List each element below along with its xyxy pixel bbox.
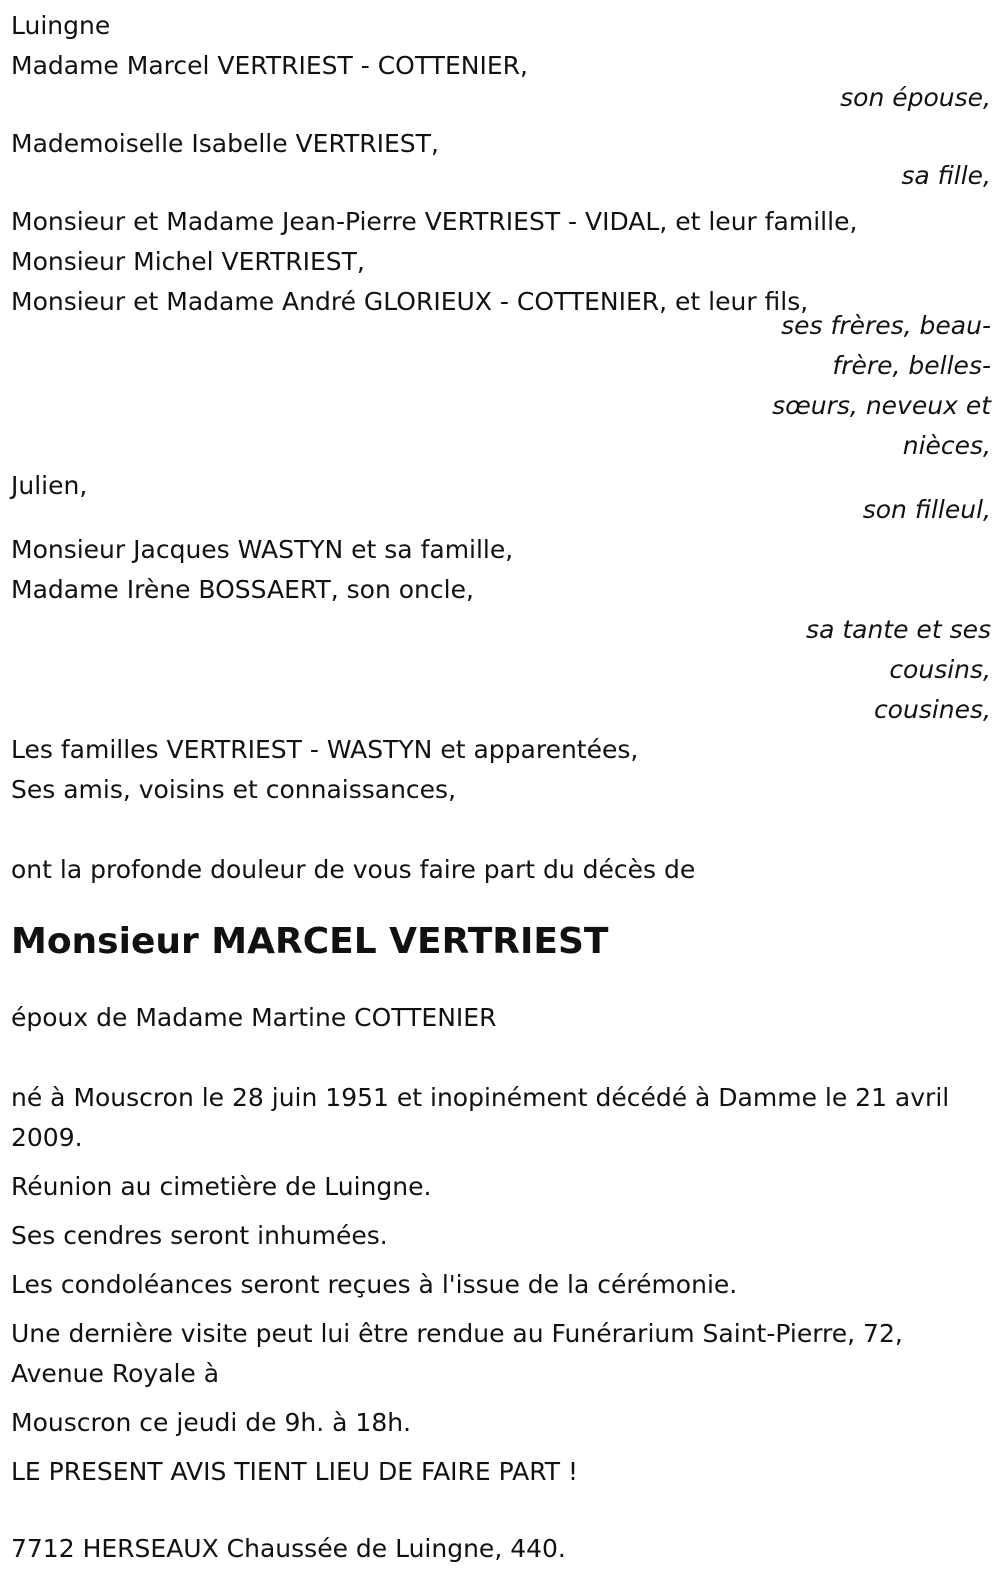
families-line: Les familles VERTRIEST - WASTYN et apparentées, [11,735,639,764]
siblings-role: ses frères, beau-frère, belles-sœurs, neveux et nièces, [772,311,991,460]
funeral-home-visit: Une dernière visite peut lui être rendue au Funérarium Saint-Pierre, 72, Avenue Royale à [11,1319,903,1388]
daughter-name: Mademoiselle Isabelle VERTRIEST, [11,129,439,158]
spouse-role: son épouse, [840,83,991,112]
birth-death-details: né à Mouscron le 28 juin 1951 et inopinément décédé à Damme le 21 avril 2009. [11,1083,950,1152]
sibling-name: Monsieur Michel VERTRIEST, [11,247,365,276]
ashes-note: Ses cendres seront inhumées. [11,1221,388,1250]
relative-name: Monsieur Jacques WASTYN et sa famille, [11,535,514,564]
deceased-spouse-line: époux de Madame Martine COTTENIER [11,1003,497,1032]
godson-name: Julien, [11,471,88,500]
relatives-role: sa tante et ses cousins, cousines, [806,615,991,724]
condolences-note: Les condoléances seront reçues à l'issue de la cérémonie. [11,1270,738,1299]
relative-name: Madame Irène BOSSAERT, son oncle, [11,575,474,604]
place-heading: Luingne [11,11,111,40]
spouse-name: Madame Marcel VERTRIEST - COTTENIER, [11,51,528,80]
announcement-text: ont la profonde douleur de vous faire part du décès de [11,855,696,884]
visit-schedule: Mouscron ce jeudi de 9h. à 18h. [11,1408,412,1437]
cemetery-meeting: Réunion au cimetière de Luingne. [11,1172,432,1201]
obituary-document [11,6,991,1569]
notice-statement: LE PRESENT AVIS TIENT LIEU DE FAIRE PART ! [11,1457,579,1486]
daughter-role: sa fille, [901,161,991,190]
friends-line: Ses amis, voisins et connaissances, [11,775,457,804]
sibling-name: Monsieur et Madame Jean-Pierre VERTRIEST - VIDAL, et leur famille, [11,207,858,236]
deceased-name: Monsieur MARCEL VERTRIEST [11,921,609,962]
sibling-name: Monsieur et Madame André GLORIEUX - COTTENIER, et leur fils, [11,287,809,316]
family-address: 7712 HERSEAUX Chaussée de Luingne, 440. [11,1534,566,1563]
godson-role: son filleul, [862,495,991,524]
